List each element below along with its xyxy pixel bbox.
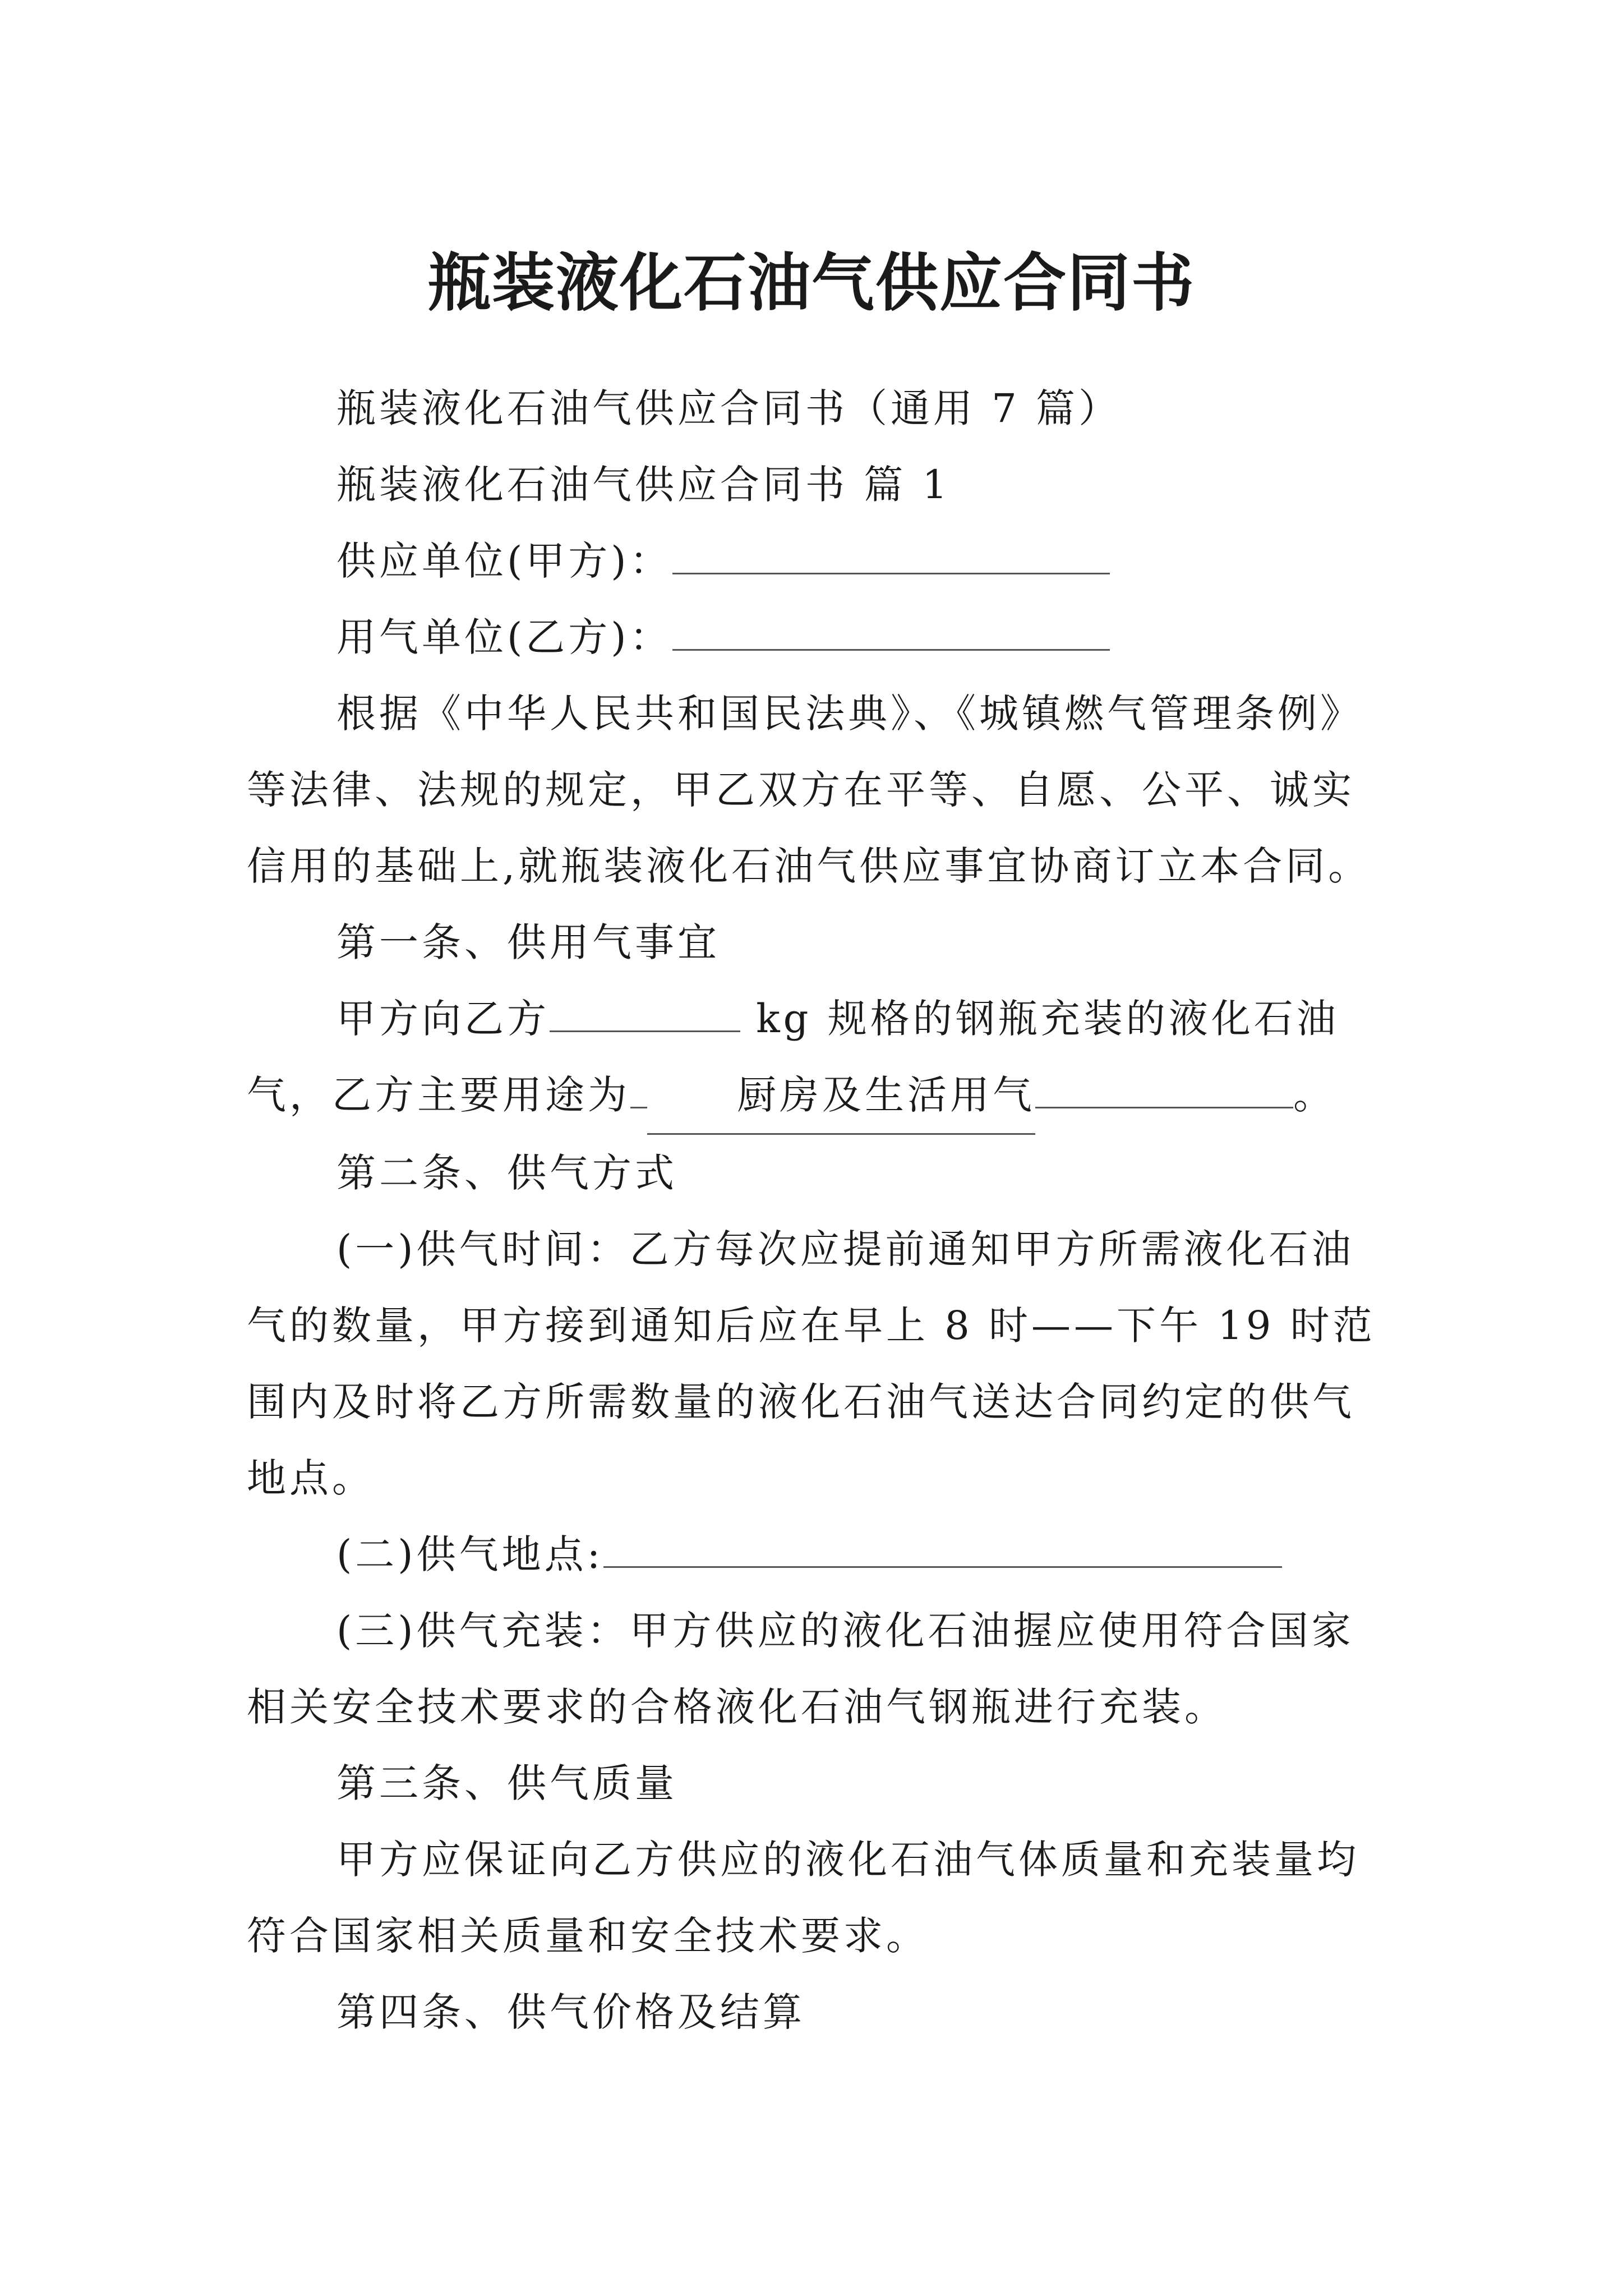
- article3-paragraph: 甲方应保证向乙方供应的液化石油气体质量和充装量均符合国家相关质量和安全技术要求。: [247, 1837, 1359, 1959]
- party-a-line: [247, 523, 1382, 599]
- usage-blank-right: [1035, 1061, 1293, 1108]
- article1-paragraph: [247, 981, 1382, 1135]
- article2-heading: 第二条、供气方式: [336, 1150, 677, 1196]
- document-body: [247, 370, 1382, 2050]
- supply-location-label: (二)供气地点:: [336, 1531, 604, 1577]
- article1-text-1: 甲方向乙方: [336, 996, 550, 1042]
- article1-heading: 第一条、供用气事宜: [336, 919, 720, 965]
- section-heading: 瓶装液化石油气供应合同书 篇 1: [336, 462, 951, 508]
- party-b-label: 用气单位(乙方)：: [336, 614, 672, 660]
- cylinder-size-blank: [550, 984, 740, 1032]
- article2-item2: [247, 1516, 1382, 1593]
- article4-heading: 第四条、供气价格及结算: [336, 1989, 805, 2035]
- article2-item1: (一)供气时间：乙方每次应提前通知甲方所需液化石油气的数量，甲方接到通知后应在早上 8 时——下午 19 时范围内及时将乙方所需数量的液化石油气送达合同约定的供气地点。: [247, 1226, 1376, 1501]
- document-title: 瓶装液化石油气供应合同书: [428, 246, 1195, 320]
- party-b-line: [247, 599, 1382, 675]
- article1-text-2: kg 规格的钢瓶充装的液化石油气，乙方主要用途为: [247, 996, 1339, 1118]
- subtitle: 瓶装液化石油气供应合同书（通用 7 篇）: [336, 385, 1122, 431]
- usage-blank-left: [630, 1061, 647, 1108]
- party-b-blank: [672, 603, 1110, 651]
- usage-value: 厨房及生活用气: [647, 1057, 1035, 1135]
- article1-text-4: 。: [1293, 1072, 1336, 1118]
- supply-location-blank: [603, 1520, 1282, 1568]
- party-a-label: 供应单位(甲方)：: [336, 538, 672, 584]
- article3-heading: 第三条、供气质量: [336, 1760, 677, 1806]
- preamble-paragraph: 根据《中华人民共和国民法典》、《城镇燃气管理条例》等法律、法规的规定，甲乙双方在平等、自愿、公平、诚实信用的基础上,就瓶装液化石油气供应事宜协商订立本合同。: [247, 691, 1371, 889]
- party-a-blank: [672, 527, 1110, 574]
- article2-item3: (三)供气充装：甲方供应的液化石油握应使用符合国家相关安全技术要求的合格液化石油气钢瓶进行充装。: [247, 1608, 1354, 1730]
